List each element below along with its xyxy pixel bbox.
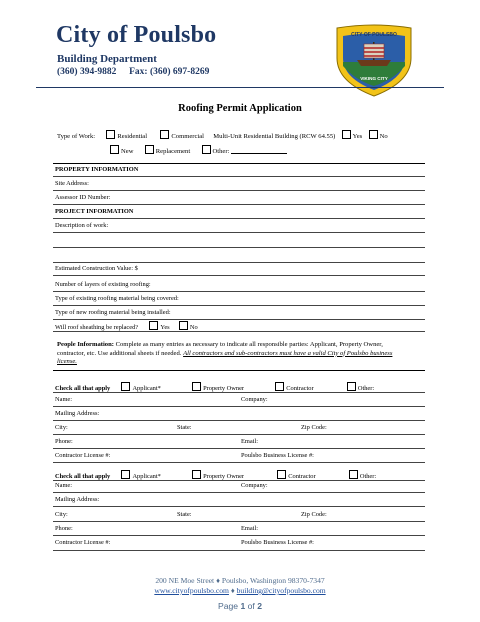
check-all-row-1 bbox=[55, 382, 374, 392]
page-word: Page bbox=[218, 601, 239, 611]
multi-unit-no-label: No bbox=[379, 133, 388, 140]
city-label-2: City: bbox=[55, 511, 68, 518]
email-label-1: Email: bbox=[241, 438, 259, 445]
new-material-line[interactable] bbox=[53, 319, 425, 320]
type-of-work-label: Type of Work: bbox=[57, 133, 96, 140]
divider bbox=[53, 370, 425, 371]
other-checkbox-2[interactable] bbox=[349, 470, 358, 479]
assessor-id-line[interactable] bbox=[53, 204, 425, 205]
contractor-label: Contractor bbox=[286, 385, 314, 392]
new-checkbox[interactable] bbox=[110, 145, 119, 154]
other-label: Other: bbox=[212, 148, 230, 155]
site-address-line[interactable] bbox=[53, 190, 425, 191]
estimated-value-line[interactable] bbox=[53, 275, 425, 276]
phone-number: (360) 394-9882 bbox=[57, 67, 117, 77]
multi-unit-label: Multi-Unit Residential Building (RCW 64.55) bbox=[213, 133, 336, 140]
other-input[interactable] bbox=[231, 146, 287, 154]
department-name: Building Department bbox=[57, 53, 157, 65]
residential-label: Residential bbox=[117, 133, 148, 140]
sheathing-no-checkbox[interactable] bbox=[179, 321, 188, 330]
people-info-italic: All contractors and sub-contractors must have a valid City of Poulsbo business license. bbox=[57, 349, 393, 366]
company-label-2: Company: bbox=[241, 482, 268, 489]
layers-label: Number of layers of existing roofing: bbox=[55, 281, 151, 288]
estimated-value-label: Estimated Construction Value: $ bbox=[55, 265, 138, 272]
mailing-label-2: Mailing Address: bbox=[55, 496, 100, 503]
form-title: Roofing Permit Application bbox=[178, 103, 302, 114]
owner-label: Property Owner bbox=[203, 473, 245, 480]
state-label-2: State: bbox=[177, 511, 192, 518]
divider bbox=[53, 331, 425, 332]
of-word: of bbox=[247, 601, 255, 611]
description-label: Description of work: bbox=[55, 222, 109, 229]
other-label: Other: bbox=[359, 473, 377, 480]
footer-links bbox=[0, 586, 480, 595]
people-information-note bbox=[57, 341, 407, 367]
owner-checkbox-2[interactable] bbox=[192, 470, 201, 479]
divider bbox=[53, 392, 425, 393]
divider bbox=[53, 218, 425, 219]
divider bbox=[53, 480, 425, 481]
page-current: 1 bbox=[240, 601, 246, 611]
check-all-row-2 bbox=[55, 470, 376, 480]
seal-top-text: CITY OF POULSBO bbox=[351, 32, 397, 38]
commercial-label: Commercial bbox=[171, 133, 204, 140]
applicant-checkbox-2[interactable] bbox=[121, 470, 130, 479]
contractor-license-label-1: Contractor License #: bbox=[55, 452, 111, 459]
website-link[interactable]: www.cityofpoulsbo.com bbox=[154, 586, 229, 595]
name-line-2[interactable] bbox=[53, 492, 425, 493]
phone-line bbox=[57, 67, 209, 77]
email-label-2: Email: bbox=[241, 525, 259, 532]
owner-label: Property Owner bbox=[203, 385, 245, 392]
divider bbox=[53, 176, 425, 177]
phone-label-2: Phone: bbox=[55, 525, 73, 532]
multi-unit-no-checkbox[interactable] bbox=[369, 130, 378, 139]
phone-line-2[interactable] bbox=[53, 535, 425, 536]
fax-number: Fax: (360) 697-8269 bbox=[129, 67, 210, 77]
new-label: New bbox=[121, 148, 134, 155]
city-label-1: City: bbox=[55, 424, 68, 431]
applicant-checkbox-1[interactable] bbox=[121, 382, 130, 391]
city-title: City of Poulsbo bbox=[56, 22, 217, 48]
mailing-line-1[interactable] bbox=[53, 420, 425, 421]
sheathing-no-label: No bbox=[189, 324, 198, 331]
contractor-license-label-2: Contractor License #: bbox=[55, 539, 111, 546]
footer-address: 200 NE Moe Street ♦ Poulsbo, Washington 98370-7347 bbox=[155, 576, 325, 585]
assessor-id-label: Assessor ID Number: bbox=[55, 194, 111, 201]
residential-checkbox[interactable] bbox=[106, 130, 115, 139]
page-number bbox=[0, 601, 480, 611]
license-line-2[interactable] bbox=[53, 550, 425, 551]
sheathing-label: Will roof sheathing be replaced? bbox=[55, 324, 139, 331]
sheathing-row bbox=[55, 321, 198, 331]
page-total: 2 bbox=[257, 601, 262, 611]
people-info-text: Complete as many entries as necessary to indicate all responsible parties: Applicant, Property Owner, contractor, etc. Use additional sheets if needed. bbox=[57, 341, 383, 357]
license-line-1[interactable] bbox=[53, 462, 425, 463]
business-license-label-1: Poulsbo Business License #: bbox=[241, 452, 314, 459]
applicant-label: Applicant* bbox=[132, 473, 161, 480]
multi-unit-yes-label: Yes bbox=[352, 133, 363, 140]
layers-line[interactable] bbox=[53, 291, 425, 292]
description-line-2[interactable] bbox=[53, 247, 425, 248]
commercial-checkbox[interactable] bbox=[160, 130, 169, 139]
zip-label-2: Zip Code: bbox=[301, 511, 327, 518]
company-label-1: Company: bbox=[241, 396, 268, 403]
replacement-label: Replacement bbox=[155, 148, 191, 155]
footer-separator: ♦ bbox=[228, 586, 237, 595]
new-material-label: Type of new roofing material being installed: bbox=[55, 309, 171, 316]
applicant-label: Applicant* bbox=[132, 385, 161, 392]
name-label-1: Name: bbox=[55, 396, 73, 403]
check-all-label: Check all that apply bbox=[55, 385, 111, 392]
mailing-label-1: Mailing Address: bbox=[55, 410, 100, 417]
state-label-1: State: bbox=[177, 424, 192, 431]
city-line-1[interactable] bbox=[53, 434, 425, 435]
mailing-line-2[interactable] bbox=[53, 506, 425, 507]
check-all-label: Check all that apply bbox=[55, 473, 111, 480]
email-link[interactable]: building@cityofpoulsbo.com bbox=[236, 586, 326, 595]
existing-material-label: Type of existing roofing material being covered: bbox=[55, 295, 179, 302]
site-address-label: Site Address: bbox=[55, 180, 89, 187]
phone-label-1: Phone: bbox=[55, 438, 73, 445]
name-label-2: Name: bbox=[55, 482, 73, 489]
contractor-checkbox-2[interactable] bbox=[277, 470, 286, 479]
project-heading: PROJECT INFORMATION bbox=[55, 208, 134, 215]
multi-unit-yes-checkbox[interactable] bbox=[342, 130, 351, 139]
business-license-label-2: Poulsbo Business License #: bbox=[241, 539, 314, 546]
name-line-1[interactable] bbox=[53, 406, 425, 407]
divider bbox=[53, 163, 425, 164]
contractor-label: Contractor bbox=[288, 473, 316, 480]
replacement-checkbox[interactable] bbox=[145, 145, 154, 154]
seal-bottom-text: VIKING CITY bbox=[360, 76, 388, 81]
property-heading: PROPERTY INFORMATION bbox=[55, 166, 139, 173]
city-line-2[interactable] bbox=[53, 521, 425, 522]
sheathing-yes-checkbox[interactable] bbox=[149, 321, 158, 330]
people-info-bold: People Information: bbox=[57, 341, 114, 348]
type-of-work-row-2 bbox=[110, 145, 287, 155]
zip-label-1: Zip Code: bbox=[301, 424, 327, 431]
phone-line-1[interactable] bbox=[53, 448, 425, 449]
other-checkbox[interactable] bbox=[202, 145, 211, 154]
contractor-checkbox-1[interactable] bbox=[275, 382, 284, 391]
existing-material-line[interactable] bbox=[53, 305, 425, 306]
description-line-1[interactable] bbox=[53, 232, 425, 233]
description-line-3[interactable] bbox=[53, 262, 425, 263]
sheathing-yes-label: Yes bbox=[160, 324, 170, 331]
other-checkbox-1[interactable] bbox=[347, 382, 356, 391]
other-label: Other: bbox=[357, 385, 375, 392]
type-of-work-row-1 bbox=[57, 130, 388, 140]
owner-checkbox-1[interactable] bbox=[192, 382, 201, 391]
header-divider bbox=[36, 87, 444, 88]
